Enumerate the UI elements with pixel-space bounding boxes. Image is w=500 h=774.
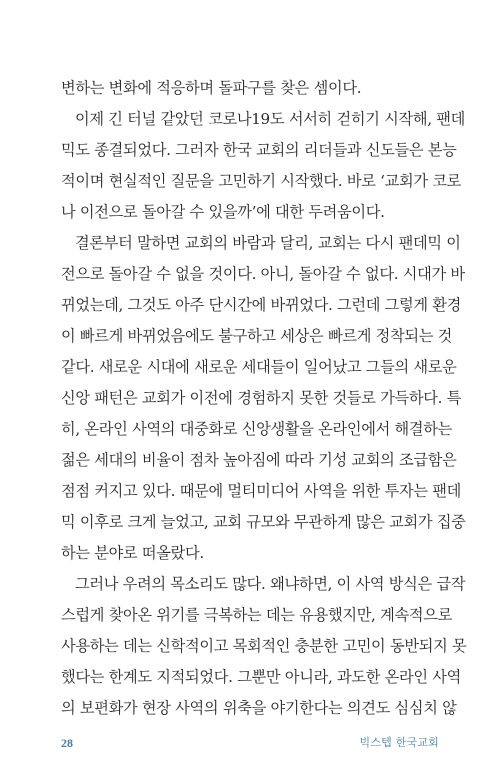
paragraph-line: 같다. 새로운 시대에 새로운 세대들이 일어났고 그들의 새로운 (61, 358, 457, 376)
paragraph-line: 나 이전으로 돌아갈 수 있을까’에 대한 두려움이다. (61, 203, 385, 221)
paragraph-line: 적이며 현실적인 질문을 고민하기 시작했다. 바로 ‘교회가 코로 (61, 172, 462, 190)
paragraph-line: 이제 긴 터널 같았던 코로나19도 서서히 걷히기 시작해, 팬데 (75, 110, 466, 128)
paragraph-line: 점점 커지고 있다. 때문에 멀티미디어 사역을 위한 투자는 팬데 (61, 482, 462, 500)
paragraph-line: 히, 온라인 사역의 대중화로 신앙생활을 온라인에서 해결하는 (61, 420, 452, 438)
paragraph-line: 결론부터 말하면 교회의 바람과 달리, 교회는 다시 팬데믹 이 (75, 234, 461, 252)
paragraph-line: 했다는 한계도 지적되었다. 그뿐만 아니라, 과도한 온라인 사역 (61, 668, 462, 686)
paragraph-line: 의 보편화가 현장 사역의 위축을 야기한다는 의견도 심심치 않 (61, 699, 457, 717)
paragraph-line: 믹 이후로 크게 늘었고, 교회 규모와 무관하게 많은 교회가 집중 (61, 513, 466, 531)
paragraph-line: 젊은 세대의 비율이 점차 높아짐에 따라 기성 교회의 조급함은 (61, 451, 457, 469)
paragraph-line: 뀌었는데, 그것도 아주 단시간에 바뀌었다. 그런데 그렇게 환경 (61, 296, 462, 314)
paragraph-line: 믹도 종결되었다. 그러자 한국 교회의 리더들과 신도들은 본능 (61, 141, 457, 159)
paragraph-line: 그러나 우려의 목소리도 많다. 왜냐하면, 이 사역 방식은 급작 (75, 575, 466, 593)
paragraph-line: 신앙 패턴은 교회가 이전에 경험하지 못한 것들로 가득하다. 특 (61, 389, 462, 407)
paragraph-line: 변하는 변화에 적응하며 돌파구를 찾은 셈이다. (61, 79, 362, 97)
paragraph-line: 전으로 돌아갈 수 없을 것이다. 아니, 돌아갈 수 없다. 시대가 바 (61, 265, 465, 283)
paragraph-line: 스럽게 찾아온 위기를 극복하는 데는 유용했지만, 계속적으로 (61, 606, 452, 624)
paragraph-line: 하는 분야로 떠올랐다. (61, 544, 204, 562)
page-number: 28 (61, 736, 73, 750)
paragraph-line: 사용하는 데는 신학적이고 목회적인 충분한 고민이 동반되지 못 (61, 637, 467, 655)
running-title: 빅스텝 한국교회 (359, 736, 439, 749)
paragraph-line: 이 빠르게 바뀌었음에도 불구하고 세상은 빠르게 정착되는 것 (61, 327, 452, 345)
